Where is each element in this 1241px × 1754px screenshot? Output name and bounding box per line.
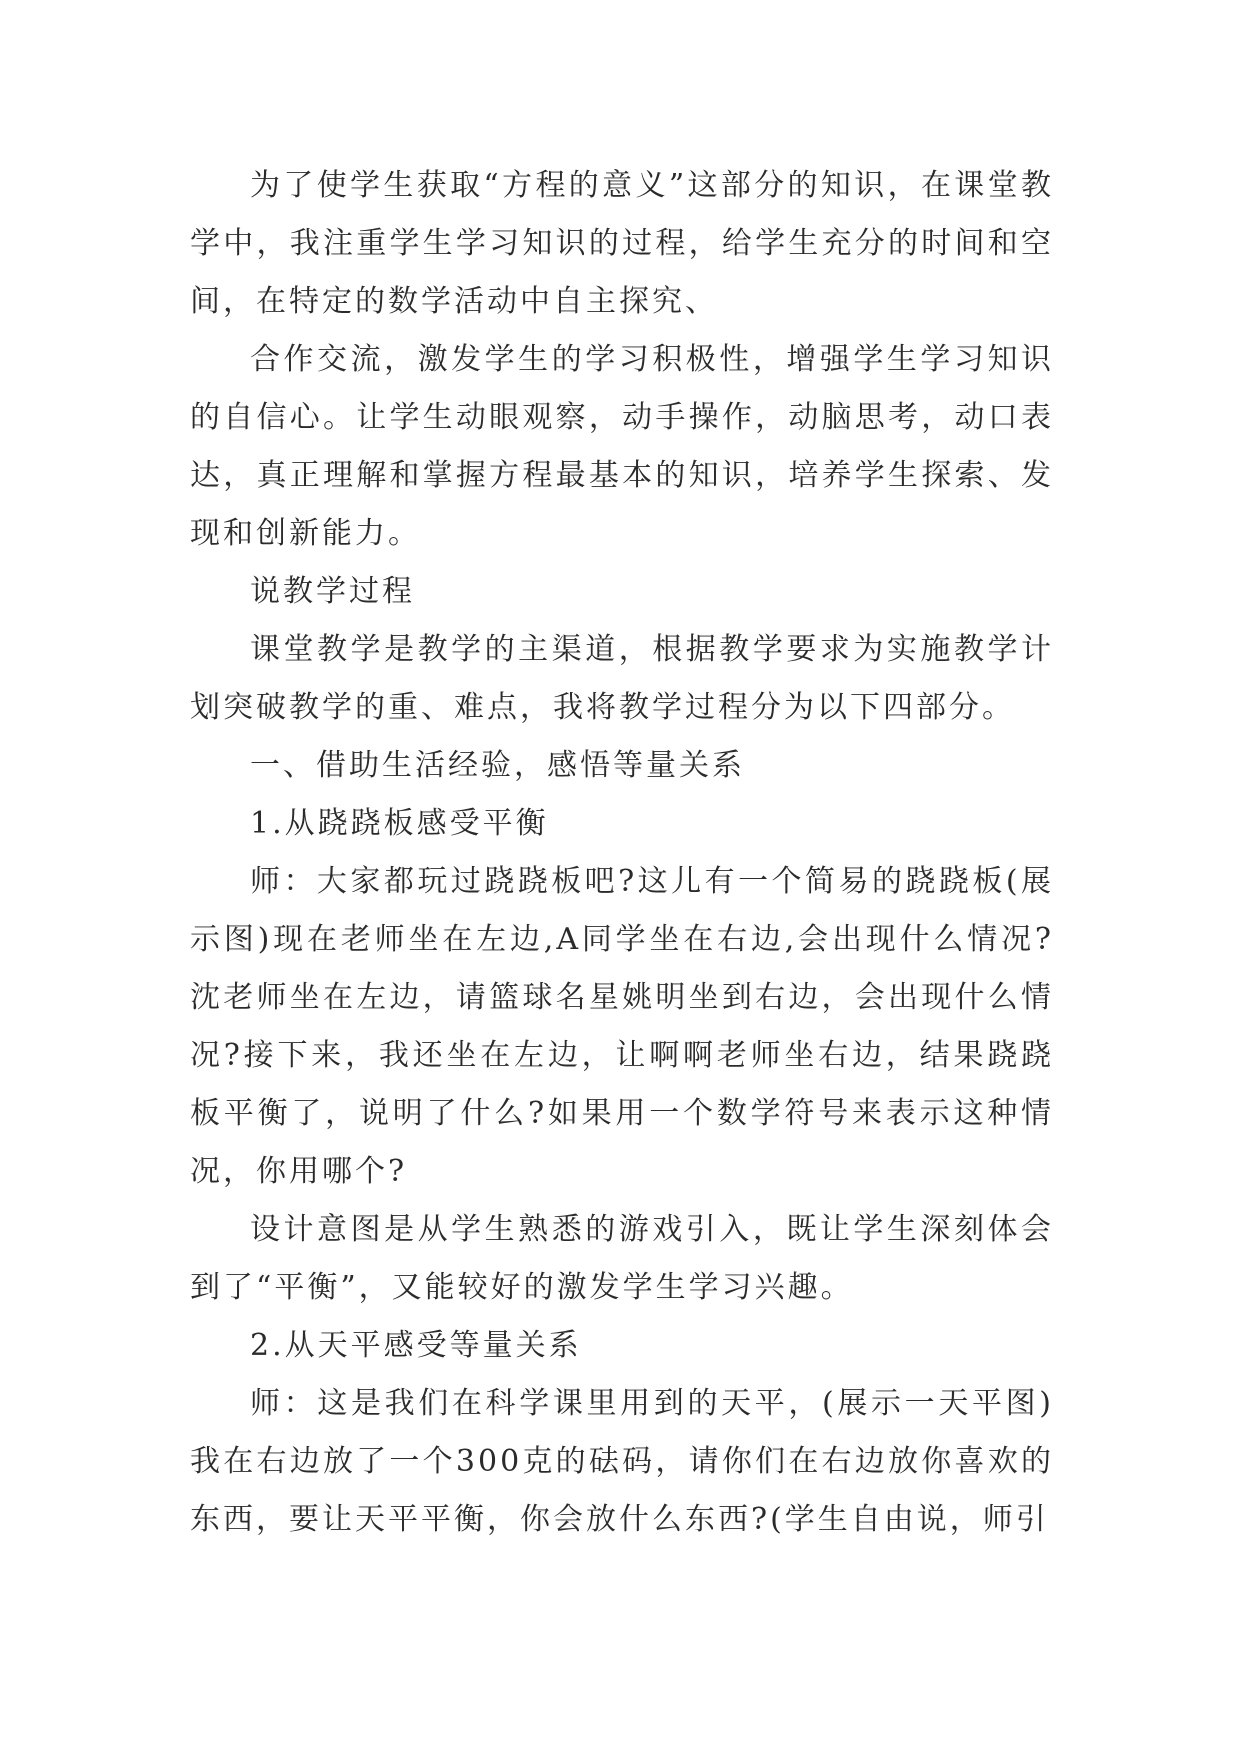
section-heading-part-one: 一、借助生活经验，感悟等量关系 [250,748,745,783]
paragraph-balance-dialogue: 师：这是我们在科学课里用到的天平，(展示一天平图)我在右边放了一个300克的砝码，请你们在右边放你喜欢的东西，要让天平平衡，你会放什么东西?(学生自由说，师引 [190,1386,1054,1537]
paragraph-design-intent: 设计意图是从学生熟悉的游戏引入，既让学生深刻体会到了“平衡”，又能较好的激发学生学习兴趣。 [190,1212,1054,1305]
paragraph-intro-part1: 为了使学生获取“方程的意义”这部分的知识，在课堂教学中，我注重学生学习知识的过程，给学生充分的时间和空间，在特定的数学活动中自主探究、 [190,168,1054,319]
section-heading-teaching-process: 说教学过程 [250,574,415,609]
document-body [190,157,1054,1549]
subheading-seesaw: 1.从跷跷板感受平衡 [250,806,549,841]
paragraph-intro-part2: 合作交流，激发学生的学习积极性，增强学生学习知识的自信心。让学生动眼观察，动手操作，动脑思考，动口表达，真正理解和掌握方程最基本的知识，培养学生探索、发现和创新能力。 [190,342,1054,551]
paragraph-teaching-overview: 课堂教学是教学的主渠道，根据教学要求为实施教学计划突破教学的重、难点，我将教学过程分为以下四部分。 [190,632,1054,725]
subheading-balance-scale: 2.从天平感受等量关系 [250,1328,582,1363]
paragraph-seesaw-dialogue: 师：大家都玩过跷跷板吧?这儿有一个简易的跷跷板(展示图)现在老师坐在左边,A同学坐在右边,会出现什么情况?沈老师坐在左边，请篮球名星姚明坐到右边，会出现什么情况?接下来，我还坐在左边，让啊啊老师坐右边，结果跷跷板平衡了，说明了什么?如果用一个数学符号来表示这种情况，你用哪个? [190,864,1054,1189]
